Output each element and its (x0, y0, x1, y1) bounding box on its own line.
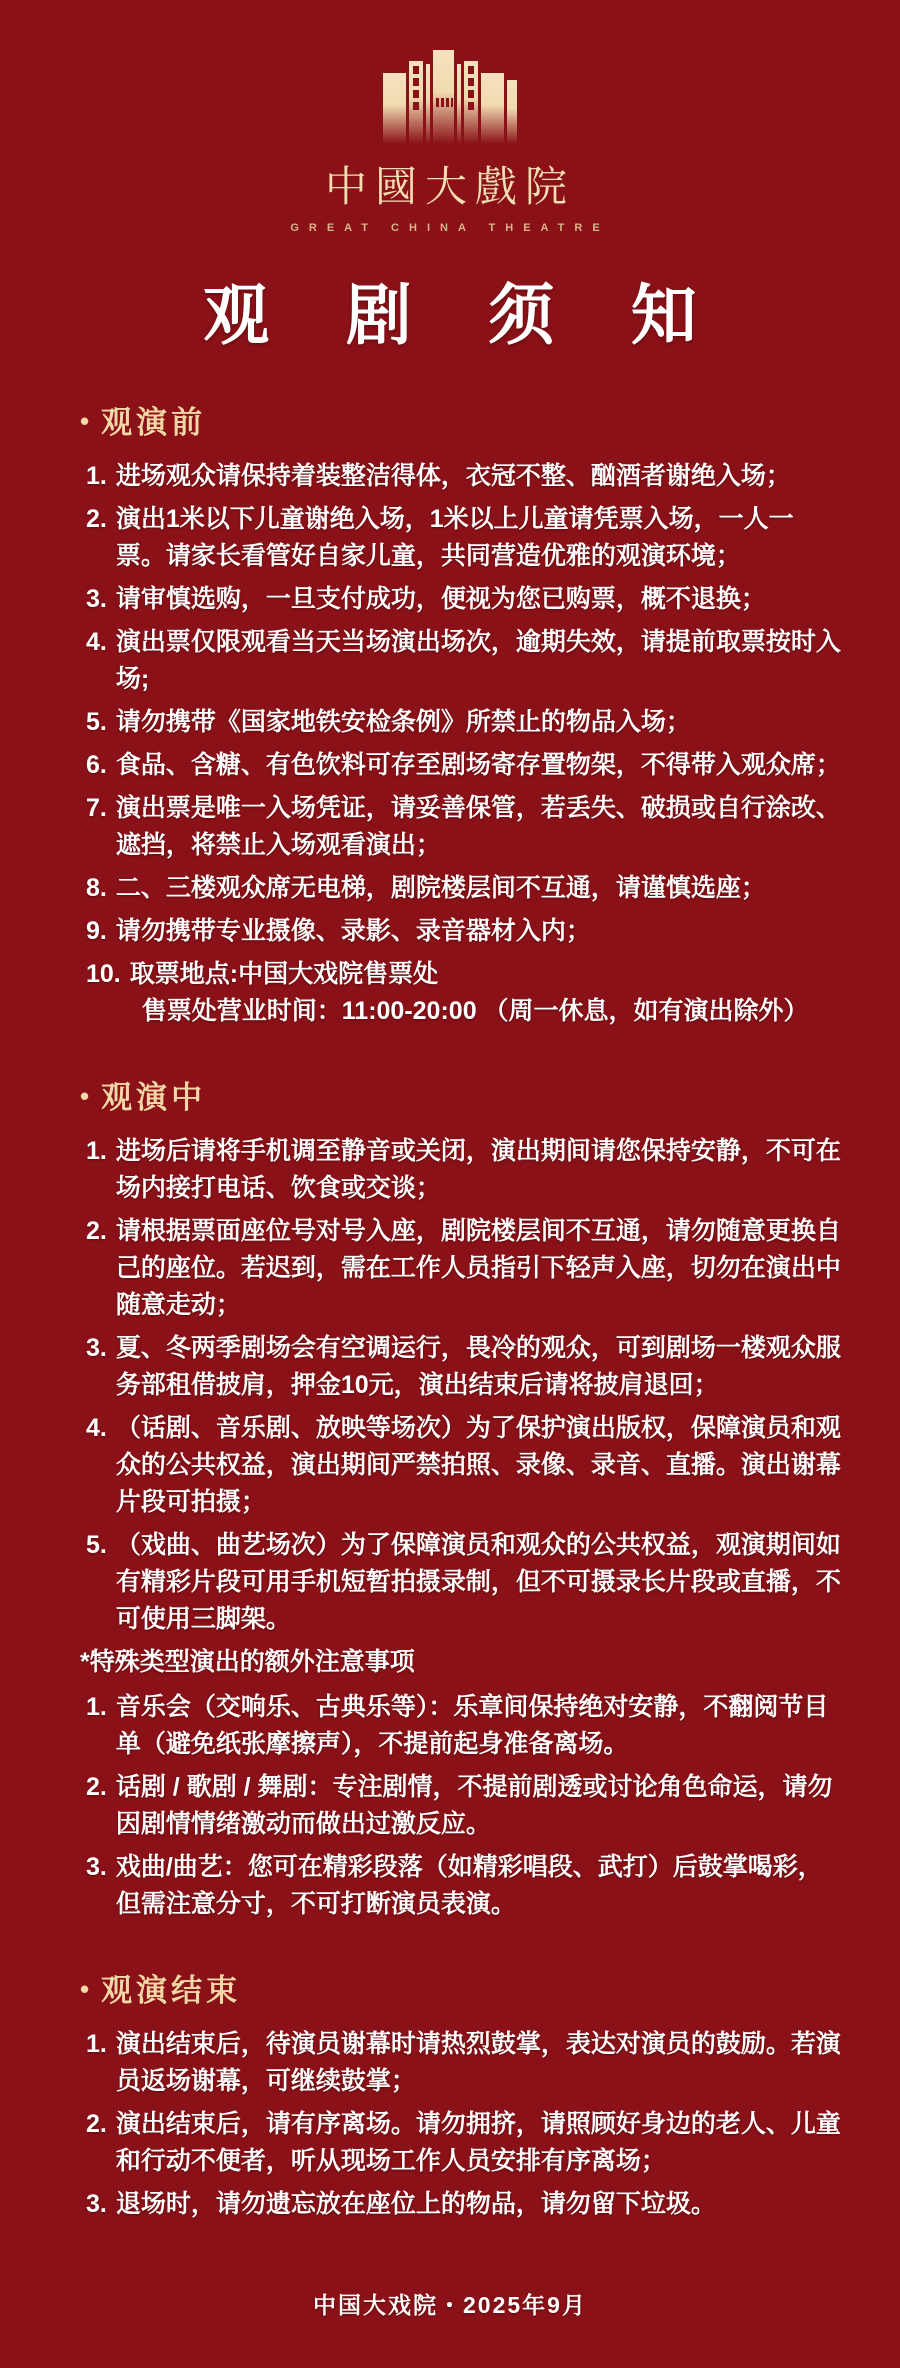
notice-item (86, 1849, 842, 1923)
item-text: 戏曲/曲艺：您可在精彩段落（如精彩唱段、武打）后鼓掌喝彩，但需注意分寸，不可打断演员表演。 (115, 1853, 823, 1918)
notice-list-special (86, 1689, 842, 1923)
notice-item (86, 1133, 842, 1207)
item-number: 6. (86, 751, 107, 779)
item-number: 3. (86, 1334, 107, 1362)
notice-item (86, 1769, 842, 1843)
notice-item (86, 2106, 842, 2180)
item-number: 5. (86, 1531, 107, 1559)
item-text: 音乐会（交响乐、古典乐等）：乐章间保持绝对安静，不翻阅节目单（避免纸张摩擦声），不提前起身准备离场。 (115, 1693, 829, 1758)
item-number: 3. (86, 2190, 107, 2218)
section-title-text: 观演中 (101, 1080, 207, 1115)
item-number: 10. (86, 960, 121, 988)
notice-item (86, 747, 842, 784)
section-title-after (80, 1965, 842, 2010)
item-text: 演出结束后，待演员谢幕时请热烈鼓掌，表达对演员的鼓励。若演员返场谢幕，可继续鼓掌； (115, 2030, 841, 2095)
item-number: 8. (86, 874, 107, 902)
item-text: 进场后请将手机调至静音或关闭，演出期间请您保持安静，不可在场内接打电话、饮食或交谈； (115, 1137, 841, 1202)
item-text: 取票地点:中国大戏院售票处 售票处营业时间：11:00-20:00 （周一休息，如有演出除外） (130, 956, 842, 1030)
item-number: 1. (86, 2030, 107, 2058)
section-title-text: 观演结束 (101, 1973, 242, 2008)
section-before-show (80, 397, 842, 1030)
item-text: 食品、含糖、有色饮料可存至剧场寄存置物架，不得带入观众席； (115, 751, 841, 779)
notice-item (86, 2186, 842, 2223)
item-number: 7. (86, 794, 107, 822)
item-number: 3. (86, 585, 107, 613)
item-subline: 售票处营业时间：11:00-20:00 （周一休息，如有演出除外） (141, 997, 809, 1025)
notice-item (86, 624, 842, 698)
item-number: 2. (86, 1773, 107, 1801)
notice-item (86, 913, 842, 950)
bullet-icon: • (80, 406, 90, 436)
item-number: 4. (86, 628, 107, 656)
notice-item (86, 1213, 842, 1324)
item-text: 请勿携带《国家地铁安检条例》所禁止的物品入场； (115, 708, 691, 736)
bullet-icon: • (80, 1081, 90, 1111)
item-number: 3. (86, 1853, 107, 1881)
item-number: 2. (86, 1217, 107, 1245)
item-number: 1. (86, 1137, 107, 1165)
item-number: 5. (86, 708, 107, 736)
notice-item (86, 2026, 842, 2100)
item-number: 1. (86, 462, 107, 490)
notice-content (0, 357, 900, 2223)
notice-item (86, 790, 842, 864)
notice-item (86, 956, 842, 1030)
notice-item (86, 1527, 842, 1638)
page-title: 观 剧 须 知 (203, 280, 727, 353)
item-text: 演出票仅限观看当天当场演出场次，逾期失效，请提前取票按时入场; (115, 628, 841, 693)
notice-item (86, 1330, 842, 1404)
section-title-text: 观演前 (101, 405, 207, 440)
notice-list-during (86, 1133, 842, 1638)
notice-item (86, 1410, 842, 1521)
notice-item (86, 458, 842, 495)
theater-building-icon (383, 50, 517, 144)
item-text: 演出结束后，请有序离场。请勿拥挤，请照顾好身边的老人、儿童和行动不便者，听从现场工作人员安排有序离场； (115, 2110, 841, 2175)
item-text: 二、三楼观众席无电梯，剧院楼层间不互通，请谨慎选座； (115, 874, 766, 902)
section-during-show (80, 1072, 842, 1923)
item-text: （戏曲、曲艺场次）为了保障演员和观众的公共权益，观演期间如有精彩片段可用手机短暂拍摄录制，但不可摄录长片段或直播，不可使用三脚架。 (115, 1531, 841, 1633)
section-title-before (80, 397, 842, 442)
notice-item (86, 870, 842, 907)
item-number: 2. (86, 2110, 107, 2138)
brand-name-zh: 中國大戲院 (324, 165, 575, 211)
notice-list-after (86, 2026, 842, 2223)
item-number: 2. (86, 505, 107, 533)
notice-list-before (86, 458, 842, 1030)
item-text: 进场观众请保持着装整洁得体，衣冠不整、酗酒者谢绝入场； (115, 462, 791, 490)
item-text: 请审慎选购，一旦支付成功，便视为您已购票，概不退换； (115, 585, 766, 613)
brand-name-en: GREAT CHINA THEATRE (290, 222, 610, 234)
section-after-show (80, 1965, 842, 2223)
section-title-during (80, 1072, 842, 1117)
notice-item (86, 501, 842, 575)
item-text: 演出票是唯一入场凭证，请妥善保管，若丢失、破损或自行涂改、遮挡，将禁止入场观看演出； (115, 794, 841, 859)
item-text: 退场时，请勿遗忘放在座位上的物品，请勿留下垃圾。 (115, 2190, 716, 2218)
item-text: 请勿携带专业摄像、录影、录音器材入内； (115, 917, 591, 945)
item-text: 请根据票面座位号对号入座，剧院楼层间不互通，请勿随意更换自己的座位。若迟到，需在工作人员指引下轻声入座，切勿在演出中随意走动； (115, 1217, 841, 1319)
special-note-header: *特殊类型演出的额外注意事项 (80, 1648, 415, 1676)
item-number: 9. (86, 917, 107, 945)
item-text: 演出1米以下儿童谢绝入场，1米以上儿童请凭票入场，一人一 票。请家长看管好自家儿童，共同营造优雅的观演环境； (115, 505, 794, 570)
item-text: （话剧、音乐剧、放映等场次）为了保护演出版权，保障演员和观众的公共权益，演出期间严禁拍照、录像、录音、直播。演出谢幕片段可拍摄； (115, 1414, 841, 1516)
bullet-icon: • (80, 1974, 90, 2004)
notice-item (86, 704, 842, 741)
footer-credit: 中国大戏院・2025年9月 (313, 2292, 587, 2318)
item-text: 话剧 / 歌剧 / 舞剧：专注剧情，不提前剧透或讨论角色命运，请勿因剧情情绪激动而做出过激反应。 (115, 1773, 833, 1838)
item-text: 夏、冬两季剧场会有空调运行，畏冷的观众，可到剧场一楼观众服务部租借披肩，押金10元，演出结束后请将披肩退回； (115, 1334, 841, 1399)
item-number: 1. (86, 1693, 107, 1721)
brand-header (0, 0, 900, 234)
notice-item (86, 1689, 842, 1763)
notice-item (86, 581, 842, 618)
item-number: 4. (86, 1414, 107, 1442)
